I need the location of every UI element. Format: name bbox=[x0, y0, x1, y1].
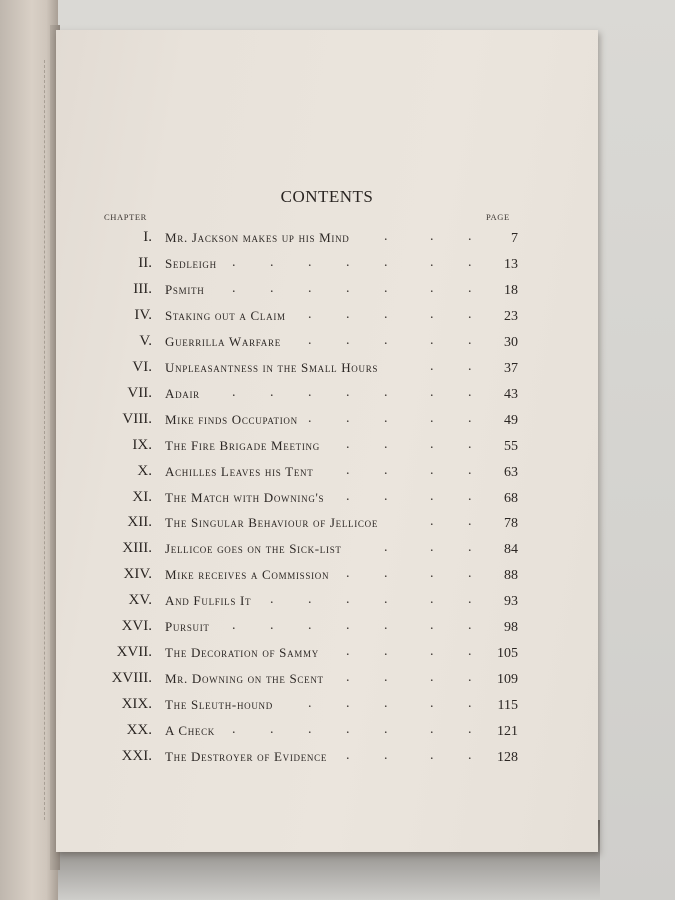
chapter-number: IX. bbox=[132, 436, 152, 453]
page-number: 88 bbox=[504, 568, 518, 584]
toc-row: XI. The Match with Downing's . . . . 68 bbox=[0, 489, 675, 509]
toc-row: XV. And Fulfils It . . . . . . 93 bbox=[0, 592, 675, 612]
page-number: 115 bbox=[497, 698, 518, 714]
chapter-number: V. bbox=[139, 332, 152, 349]
page-number: 63 bbox=[504, 464, 518, 480]
chapter-number: XVI. bbox=[121, 618, 152, 635]
chapter-number: XIII. bbox=[122, 540, 152, 557]
toc-row: VII. Adair . . . . . . . 43 bbox=[0, 385, 675, 405]
page-column-label: PAGE bbox=[486, 212, 510, 222]
toc-row: XX. A Check . . . . . . . 121 bbox=[0, 722, 675, 742]
chapter-number: XI. bbox=[132, 488, 152, 505]
page-number: 84 bbox=[504, 542, 518, 558]
toc-row: XVII. The Decoration of Sammy . . . . 105 bbox=[0, 644, 675, 664]
page-number: 18 bbox=[504, 282, 518, 298]
chapter-title: Sedleigh bbox=[165, 255, 217, 271]
chapter-title: The Decoration of Sammy bbox=[165, 645, 319, 661]
chapter-title: Staking out a Claim bbox=[165, 307, 286, 323]
toc-row: III. Psmith . . . . . . . 18 bbox=[0, 281, 675, 301]
page-number: 30 bbox=[504, 334, 518, 350]
chapter-number: I. bbox=[143, 229, 152, 245]
chapter-number: XXI. bbox=[121, 748, 152, 764]
toc-row: XVIII. Mr. Downing on the Scent . . . . 109 bbox=[0, 670, 675, 690]
page-number: 78 bbox=[504, 516, 518, 532]
toc-row: V. Guerrilla Warfare . . . . . 30 bbox=[0, 333, 675, 353]
chapter-title: And Fulfils It bbox=[165, 593, 252, 609]
chapter-number: VII. bbox=[127, 384, 152, 401]
chapter-title: The Match with Downing's bbox=[165, 489, 325, 505]
chapter-number: IV. bbox=[134, 306, 152, 323]
chapter-title: The Sleuth-hound bbox=[165, 697, 273, 713]
page-number: 13 bbox=[504, 256, 518, 272]
page-number: 68 bbox=[504, 490, 518, 506]
chapter-title: Guerrilla Warfare bbox=[165, 333, 281, 349]
toc-row: XII. The Singular Behaviour of Jellicoe . . 78 bbox=[0, 514, 675, 534]
chapter-title: Mike finds Occupation bbox=[165, 411, 298, 427]
page-number: 128 bbox=[497, 750, 518, 765]
page-number: 37 bbox=[504, 360, 518, 376]
chapter-number: XX. bbox=[126, 722, 152, 739]
toc-row: XXI. The Destroyer of Evidence . . . . 128 bbox=[0, 748, 675, 768]
page-number: 109 bbox=[497, 672, 518, 688]
chapter-number: XII. bbox=[127, 514, 152, 531]
page-number: 7 bbox=[511, 231, 518, 246]
chapter-title: Mr. Jackson makes up his Mind bbox=[165, 230, 350, 245]
chapter-number: III. bbox=[133, 280, 152, 297]
toc-row: XIX. The Sleuth-hound . . . . . 115 bbox=[0, 696, 675, 716]
chapter-title: The Destroyer of Evidence bbox=[165, 749, 328, 764]
chapter-number: XIV. bbox=[123, 566, 152, 583]
chapter-number: VIII. bbox=[122, 410, 152, 427]
chapter-title: Psmith bbox=[165, 281, 205, 297]
toc-row: XIII. Jellicoe goes on the Sick-list . . . 84 bbox=[0, 540, 675, 560]
page-number: 98 bbox=[504, 620, 518, 636]
chapter-title: Pursuit bbox=[165, 619, 210, 635]
chapter-number: XV. bbox=[128, 592, 152, 609]
chapter-title: The Singular Behaviour of Jellicoe bbox=[165, 515, 379, 531]
page-number: 49 bbox=[504, 412, 518, 428]
chapter-title: A Check bbox=[165, 723, 215, 739]
chapter-title: Mike receives a Commission bbox=[165, 567, 330, 583]
contents-heading: CONTENTS bbox=[280, 187, 374, 206]
page-number: 43 bbox=[504, 386, 518, 402]
toc-row: VI. Unpleasantness in the Small Hours . . 37 bbox=[0, 359, 675, 379]
toc-row: VIII. Mike finds Occupation . . . . . 49 bbox=[0, 411, 675, 431]
chapter-column-label: CHAPTER bbox=[104, 212, 147, 222]
chapter-number: VI. bbox=[132, 358, 152, 375]
toc-row: X. Achilles Leaves his Tent . . . . 63 bbox=[0, 463, 675, 483]
page-number: 93 bbox=[504, 594, 518, 610]
page-number: 121 bbox=[497, 724, 518, 740]
chapter-number: XIX. bbox=[121, 696, 152, 713]
toc-row: IV. Staking out a Claim . . . . . 23 bbox=[0, 307, 675, 327]
chapter-title: Mr. Downing on the Scent bbox=[165, 671, 324, 687]
page-number: 23 bbox=[504, 308, 518, 324]
page-number: 55 bbox=[504, 438, 518, 454]
toc-row: I. Mr. Jackson makes up his Mind . . . 7 bbox=[0, 229, 675, 249]
page-number: 105 bbox=[497, 646, 518, 662]
toc-row: IX. The Fire Brigade Meeting . . . . 55 bbox=[0, 437, 675, 457]
chapter-number: XVIII. bbox=[111, 670, 152, 687]
toc-row: XVI. Pursuit . . . . . . . 98 bbox=[0, 618, 675, 638]
chapter-title: The Fire Brigade Meeting bbox=[165, 437, 320, 453]
toc-row: II. Sedleigh . . . . . . . 13 bbox=[0, 255, 675, 275]
chapter-title: Jellicoe goes on the Sick-list bbox=[165, 541, 342, 557]
chapter-number: II. bbox=[138, 254, 152, 271]
chapter-number: XVII. bbox=[116, 644, 152, 661]
chapter-title: Unpleasantness in the Small Hours bbox=[165, 359, 379, 375]
chapter-title: Achilles Leaves his Tent bbox=[165, 463, 314, 479]
toc-row: XIV. Mike receives a Commission . . . . 88 bbox=[0, 566, 675, 586]
chapter-number: X. bbox=[137, 462, 152, 479]
chapter-title: Adair bbox=[165, 385, 200, 401]
